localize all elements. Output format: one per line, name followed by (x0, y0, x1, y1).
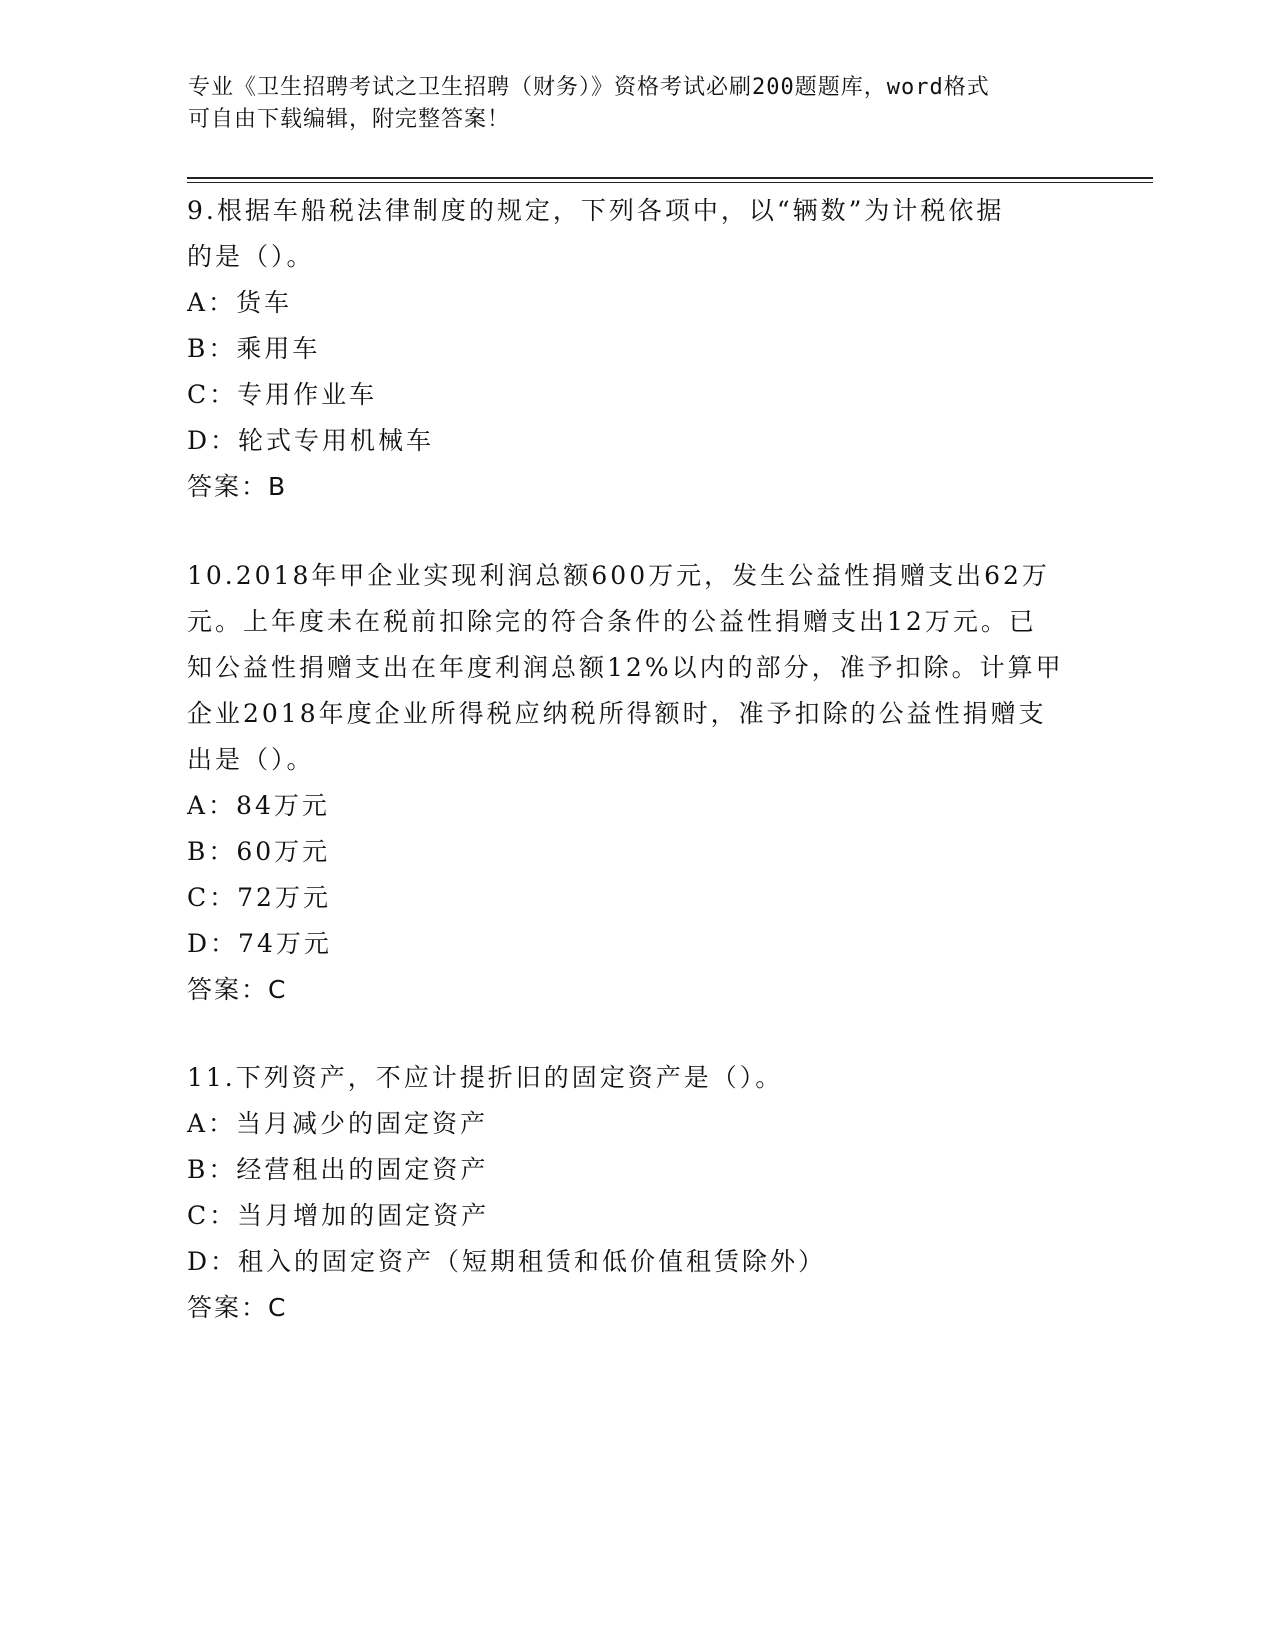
header-divider-thin (187, 182, 1153, 183)
option-c: C：专用作业车 (187, 380, 378, 409)
option-d: D：轮式专用机械车 (187, 426, 435, 455)
answer-line: 答案：B (187, 472, 288, 501)
header-divider-thick (187, 177, 1153, 179)
question-11 (187, 1055, 1087, 1331)
header-line-2: 可自由下载编辑，附完整答案！ (188, 107, 511, 132)
question-9 (187, 188, 1087, 510)
option-c: C：当月增加的固定资产 (187, 1201, 490, 1230)
option-b: B：经营租出的固定资产 (187, 1155, 489, 1184)
answer-line: 答案：C (187, 975, 288, 1004)
header-line-1: 专业《卫生招聘考试之卫生招聘（财务）》资格考试必刷200题题库，word格式 (188, 75, 990, 100)
question-stem-line: 的是（）。 (187, 242, 315, 271)
option-a: A：货车 (187, 288, 293, 317)
question-stem-line: 元。上年度未在税前扣除完的符合条件的公益性捐赠支出12万元。已 (187, 607, 1037, 636)
question-stem-line: 企业2018年度企业所得税应纳税所得额时，准予扣除的公益性捐赠支 (187, 699, 1047, 728)
answer-line: 答案：C (187, 1293, 288, 1322)
option-a: A：84万元 (187, 791, 330, 820)
option-d: D：租入的固定资产（短期租赁和低价值租赁除外） (187, 1247, 827, 1276)
question-stem-line: 出是（）。 (187, 745, 315, 774)
option-c: C：72万元 (187, 883, 331, 912)
option-d: D：74万元 (187, 929, 332, 958)
question-stem-line: 10.2018年甲企业实现利润总额600万元，发生公益性捐赠支出62万 (187, 561, 1050, 590)
option-a: A：当月减少的固定资产 (187, 1109, 489, 1138)
question-stem-line: 11.下列资产，不应计提折旧的固定资产是（）。 (187, 1063, 784, 1092)
question-stem-line: 9.根据车船税法律制度的规定，下列各项中，以“辆数”为计税依据 (187, 196, 1005, 225)
document-header (188, 72, 1068, 136)
option-b: B：60万元 (187, 837, 331, 866)
question-10 (187, 553, 1087, 1013)
question-stem-line: 知公益性捐赠支出在年度利润总额12%以内的部分，准予扣除。计算甲 (187, 653, 1064, 682)
option-b: B：乘用车 (187, 334, 321, 363)
